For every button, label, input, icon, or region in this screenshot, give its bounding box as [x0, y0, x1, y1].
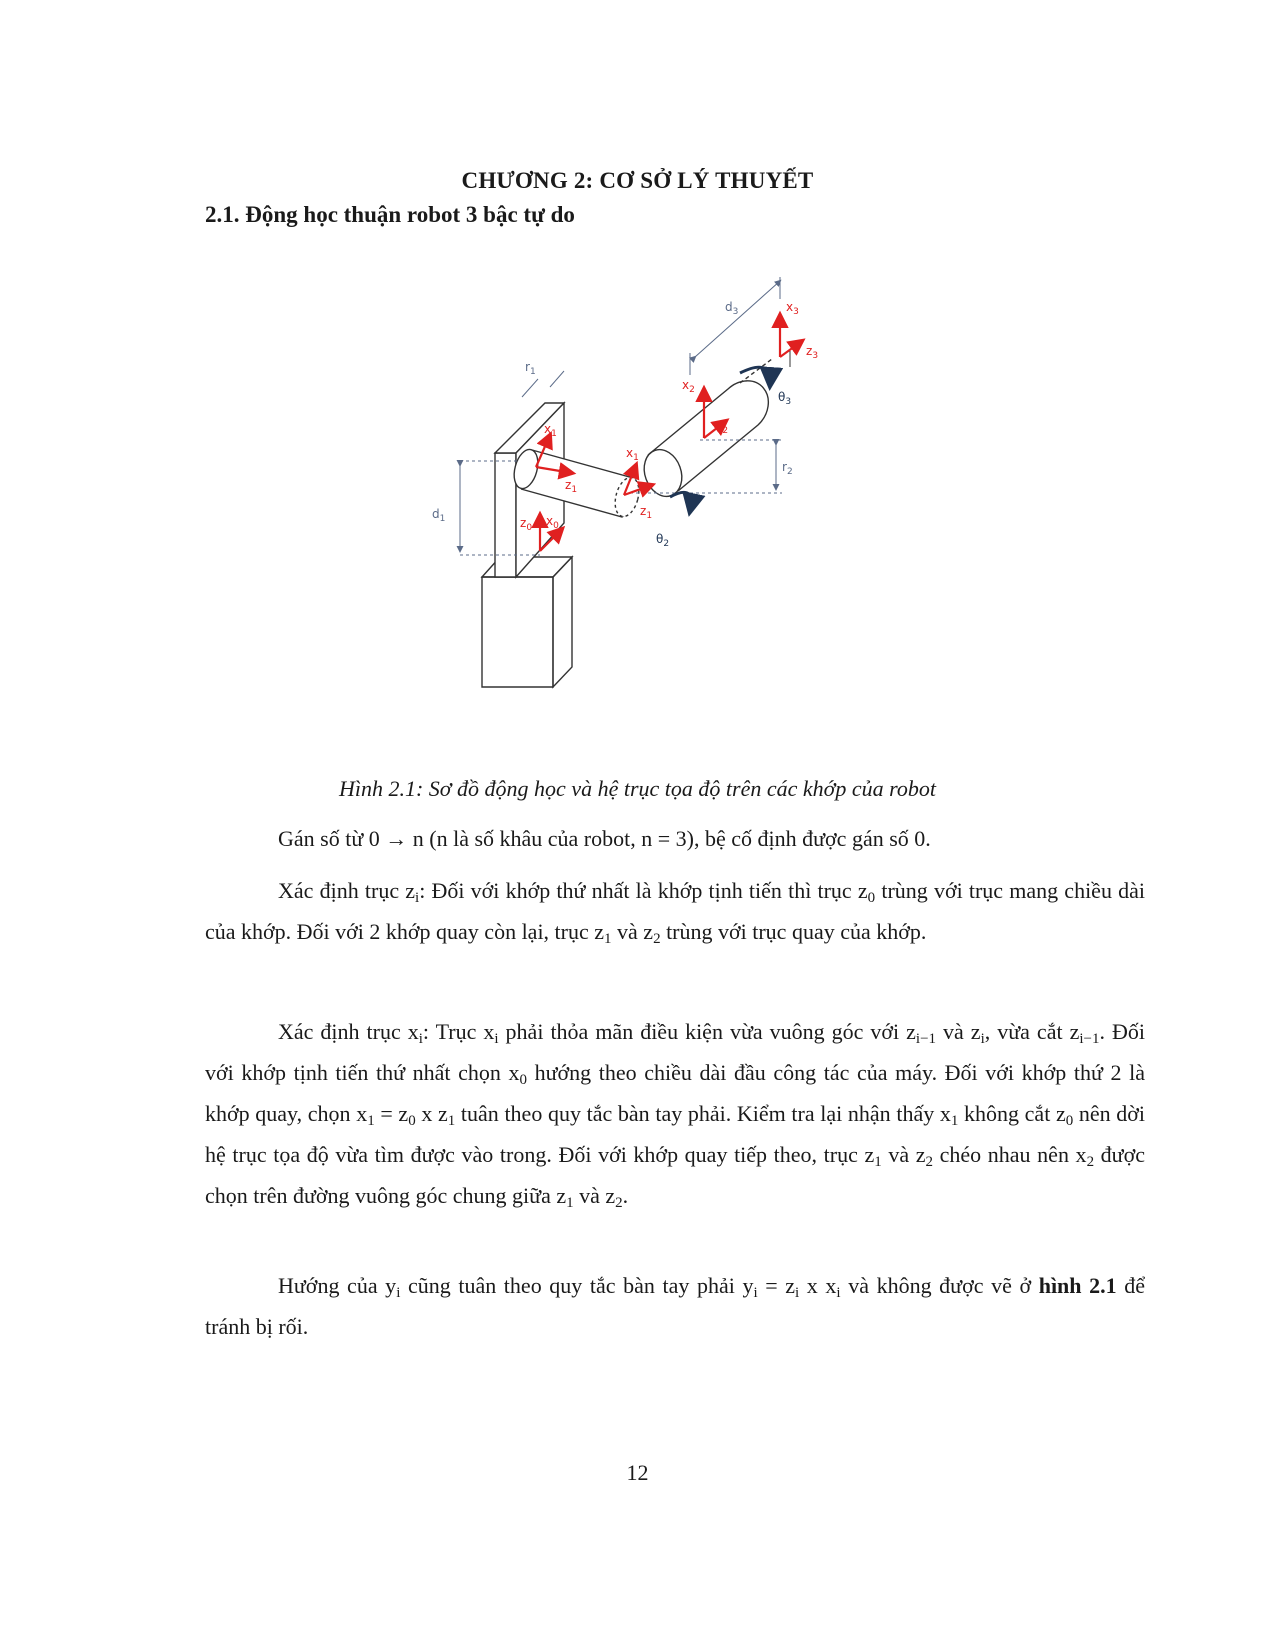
- label-x3: $x_3$: [786, 300, 799, 317]
- page-number: 12: [626, 1460, 649, 1485]
- label-z3: $z_3$: [806, 344, 819, 361]
- label-z1-upper: $z_1$: [565, 478, 578, 495]
- label-r2: $r_2$: [782, 460, 793, 477]
- paragraph-3: Xác định trục $x_i$: Trục $x_i$ phải thỏa mãn điều kiện vừa vuông góc với $z_{i-1}$ và $z_i$, vừa cắt $z_{i-1}$. Đối với khớp tịnh tiến thứ nhất chọn $x_0$ hướng theo chiều dài đầu công tác của máy. Đối với khớp thứ 2 là khớp quay, chọn $x_1 = z_0$ x $z_1$ tuân theo quy tắc bàn tay phải. Kiểm tra lại nhận thấy $x_1$ không cắt $z_0$ nên dời hệ trục tọa độ vừa tìm được vào trong. Đối với khớp quay tiếp theo, trục $z_1$ và $z_2$ chéo nhau nên $x_2$ được chọn trên đường vuông góc chung giữa $z_1$ và $z_2$.: [205, 1019, 1146, 1211]
- paragraph-4: Hướng của $y_i$ cũng tuân theo quy tắc bàn tay phải $y_i = z_i$ x $x_i$ và không được vẽ ở hình 2.1 để tránh bị rối.: [205, 1273, 1145, 1339]
- label-z0: $z_0$: [520, 516, 533, 533]
- label-x0: $x_0$: [546, 514, 559, 531]
- label-x2: $x_2$: [682, 378, 695, 395]
- coordinate-axes: [536, 315, 802, 551]
- paragraph-2: Xác định trục $z_i$: Đối với khớp thứ nhất là khớp tịnh tiến thì trục $z_0$ trùng với trục mang chiều dài của khớp. Đối với 2 khớp quay còn lại, trục $z_1$ và $z_2$ trùng với trục quay của khớp.: [205, 878, 1145, 947]
- label-theta2: $\theta_2$: [656, 532, 670, 549]
- label-theta3: $\theta_3$: [778, 390, 792, 407]
- label-d3: $d_3$: [725, 300, 739, 317]
- robot-kinematic-diagram: [420, 275, 890, 725]
- figure-caption: Hình 2.1: Sơ đồ động học và hệ trục tọa độ trên các khớp của robot: [338, 776, 936, 801]
- paragraph-1: Gán số từ 0 → n (n là số khâu của robot, n = 3), bệ cố định được gán số 0.: [278, 826, 931, 851]
- label-x1-upper: $x_1$: [544, 422, 557, 439]
- chapter-title: CHƯƠNG 2: CƠ SỞ LÝ THUYẾT: [461, 168, 814, 193]
- label-r1: $r_1$: [525, 360, 536, 377]
- figure-reference: hình 2.1: [1038, 1273, 1117, 1298]
- label-z2: $z_2$: [716, 419, 729, 436]
- label-d1: $d_1$: [432, 507, 446, 524]
- section-heading: 2.1. Động học thuận robot 3 bậc tự do: [205, 202, 575, 227]
- label-z1-lower: $z_1$: [640, 504, 653, 521]
- label-x1-lower: $x_1$: [626, 446, 639, 463]
